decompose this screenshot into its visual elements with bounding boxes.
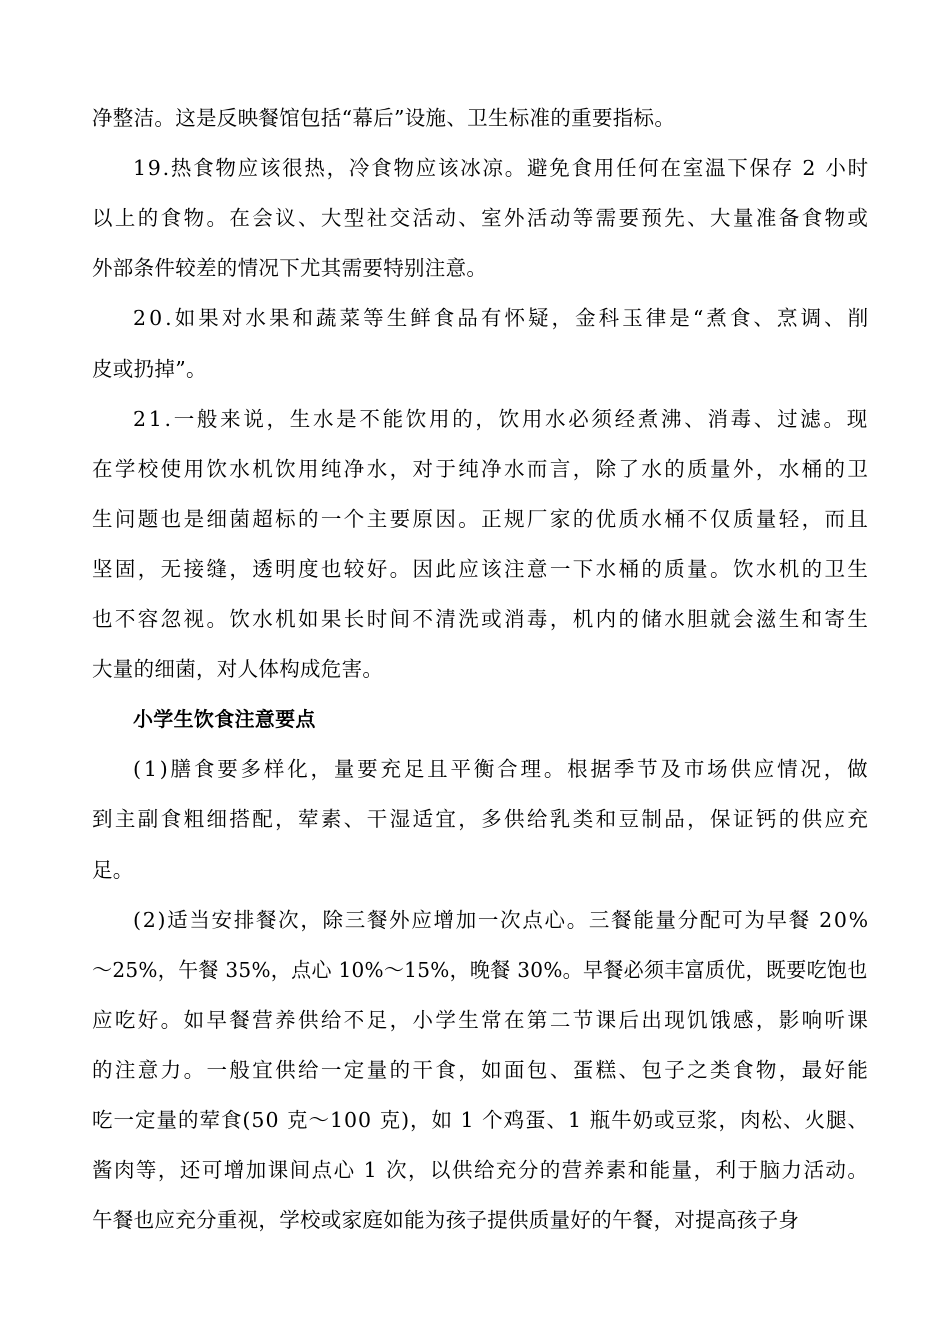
text-line: 21.一般来说，生水是不能饮用的，饮用水必须经煮沸、消毒、过滤。现	[133, 406, 870, 431]
text-line: 以上的食物。在会议、大型社交活动、室外活动等需要预先、大量准备食物或	[92, 206, 871, 231]
text-line: 20.如果对水果和蔬菜等生鲜食品有怀疑，金科玉律是“煮食、烹调、削	[133, 306, 872, 331]
text-line: 净整洁。这是反映餐馆包括“幕后”设施、卫生标准的重要指标。	[92, 106, 676, 130]
text-line: 酱肉等，还可增加课间点心 1 次，以供给充分的营养素和能量，利于脑力活动。	[92, 1158, 870, 1183]
text-line: 19.热食物应该很热，冷食物应该冰凉。避免食用任何在室温下保存 2 小时	[133, 156, 870, 181]
text-line: (1)膳食要多样化，量要充足且平衡合理。根据季节及市场供应情况，做	[133, 757, 871, 782]
text-line: 在学校使用饮水机饮用纯净水，对于纯净水而言，除了水的质量外，水桶的卫	[92, 456, 871, 481]
text-line: 午餐也应充分重视，学校或家庭如能为孩子提供质量好的午餐，对提高孩子身	[92, 1208, 800, 1233]
text-line: 大量的细菌，对人体构成危害。	[92, 657, 384, 682]
section-heading: 小学生饮食注意要点	[133, 707, 316, 732]
text-line: ～25%，午餐 35%，点心 10%～15%，晚餐 30%。早餐必须丰富质优，既要吃饱也	[92, 957, 868, 982]
text-line: (2)适当安排餐次，除三餐外应增加一次点心。三餐能量分配可为早餐 20%	[133, 907, 870, 932]
text-line: 生问题也是细菌超标的一个主要原因。正规厂家的优质水桶不仅质量轻，而且	[92, 506, 871, 531]
text-line: 的注意力。一般宜供给一定量的干食，如面包、蛋糕、包子之类食物，最好能	[92, 1057, 871, 1082]
text-line: 也不容忽视。饮水机如果长时间不清洗或消毒，机内的储水胆就会滋生和寄生	[92, 607, 871, 631]
text-line: 吃一定量的荤食(50 克～100 克)，如 1 个鸡蛋、1 瓶牛奶或豆浆，肉松、火腿、	[92, 1108, 869, 1132]
text-line: 皮或扔掉”。	[92, 356, 207, 381]
text-line: 应吃好。如早餐营养供给不足，小学生常在第二节课后出现饥饿感，影响听课	[92, 1007, 871, 1032]
text-line: 足。	[92, 857, 134, 882]
text-line: 坚固，无接缝，透明度也较好。因此应该注意一下水桶的质量。饮水机的卫生	[92, 556, 871, 581]
text-line: 外部条件较差的情况下尤其需要特别注意。	[92, 256, 488, 281]
text-line: 到主副食粗细搭配，荤素、干湿适宜，多供给乳类和豆制品，保证钙的供应充	[92, 807, 871, 832]
